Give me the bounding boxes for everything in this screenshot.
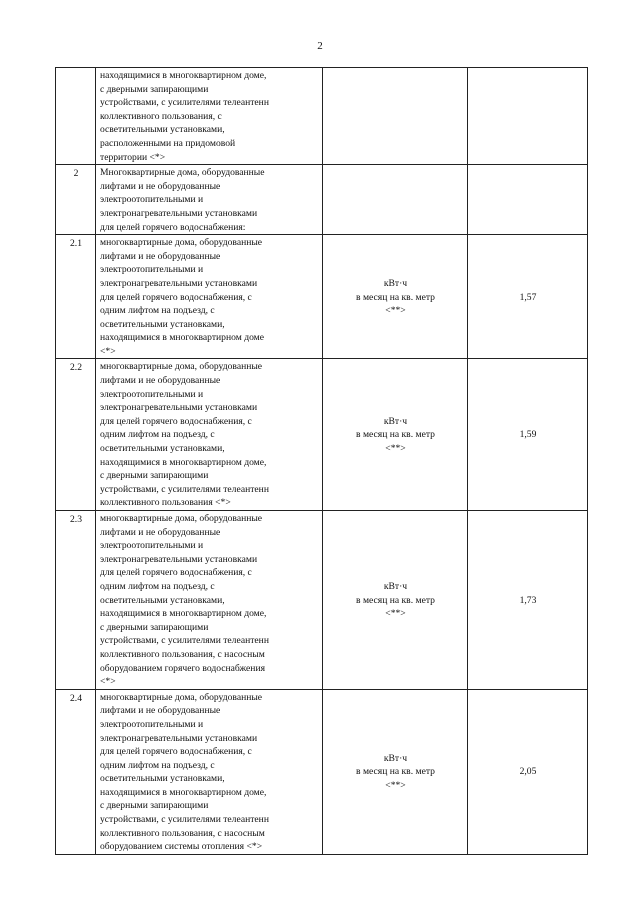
description-line: находящимися в многоквартирном доме, <box>100 456 267 468</box>
description-line: находящимися в многоквартирном доме, <box>100 786 267 798</box>
row-value <box>468 165 588 235</box>
description-line: электроотопительными и <box>100 540 204 552</box>
unit-line: <**> <box>385 608 406 620</box>
row-description <box>96 165 323 235</box>
description-line: для целей горячего водоснабжения, с <box>100 415 252 427</box>
description-line: лифтами и не оборудованные <box>100 705 221 717</box>
tariff-table <box>55 67 588 855</box>
description-line: осветительными установками, <box>100 124 225 136</box>
unit-line: <**> <box>385 305 406 317</box>
description-line: оборудованием горячего водоснабжения <box>100 662 265 674</box>
row-number: 2.3 <box>56 511 96 690</box>
table-row <box>56 68 588 165</box>
description-line: с дверными запирающими <box>100 470 209 482</box>
description-line: <*> <box>100 345 116 357</box>
row-value: 1,59 <box>468 359 588 511</box>
description-line: лифтами и не оборудованные <box>100 375 221 387</box>
description-line: электроотопительными и <box>100 194 204 206</box>
description-line: электроотопительными и <box>100 718 204 730</box>
table-row <box>56 511 588 690</box>
description-line: Многоквартирные дома, оборудованные <box>100 167 265 179</box>
row-unit <box>323 359 468 511</box>
description-line: с дверными запирающими <box>100 800 209 812</box>
table-row <box>56 359 588 511</box>
row-value: 1,57 <box>468 235 588 359</box>
table-row <box>56 689 588 854</box>
description-line: устройствами, с усилителями телеантенн <box>100 483 269 495</box>
description-line: для целей горячего водоснабжения, с <box>100 746 252 758</box>
description-line: для целей горячего водоснабжения, с <box>100 567 252 579</box>
description-line: лифтами и не оборудованные <box>100 526 221 538</box>
row-number: 2.4 <box>56 689 96 854</box>
description-line: одним лифтом на подъезд, с <box>100 759 215 771</box>
row-number <box>56 68 96 165</box>
table-row <box>56 235 588 359</box>
description-line: расположенными на придомовой <box>100 137 236 149</box>
description-line: коллективного пользования, с насосным <box>100 648 265 660</box>
description-line: для целей горячего водоснабжения: <box>100 221 246 233</box>
description-line: с дверными запирающими <box>100 83 209 95</box>
description-line: многоквартирные дома, оборудованные <box>100 691 263 703</box>
description-line: находящимися в многоквартирном доме, <box>100 70 267 81</box>
description-line: электронагревательными установками <box>100 277 258 289</box>
row-unit <box>323 689 468 854</box>
row-description <box>96 511 323 690</box>
description-line: осветительными установками, <box>100 773 225 785</box>
description-line: электроотопительными и <box>100 388 204 400</box>
row-description <box>96 689 323 854</box>
row-number: 2.2 <box>56 359 96 511</box>
description-line: многоквартирные дома, оборудованные <box>100 361 263 373</box>
table-row <box>56 165 588 235</box>
description-line: одним лифтом на подъезд, с <box>100 305 215 317</box>
table-body <box>56 68 588 855</box>
unit-line: кВт·ч <box>383 415 408 427</box>
unit-line: кВт·ч <box>383 580 408 592</box>
row-unit <box>323 165 468 235</box>
row-description <box>96 235 323 359</box>
description-line: осветительными установками, <box>100 318 225 330</box>
row-description <box>96 68 323 165</box>
unit-line: в месяц на кв. метр <box>356 429 435 441</box>
description-line: электронагревательными установками <box>100 207 258 219</box>
row-number: 2.1 <box>56 235 96 359</box>
description-line: лифтами и не оборудованные <box>100 250 221 262</box>
description-line: устройствами, с усилителями телеантенн <box>100 635 269 647</box>
unit-line: в месяц на кв. метр <box>356 594 435 606</box>
description-line: осветительными установками, <box>100 594 225 606</box>
description-line: электронагревательными установками <box>100 732 258 744</box>
description-line: многоквартирные дома, оборудованные <box>100 513 263 524</box>
description-line: территории <*> <box>100 151 166 163</box>
description-line: электронагревательными установками <box>100 553 258 565</box>
description-line: устройствами, с усилителями телеантенн <box>100 97 269 109</box>
description-line: электроотопительными и <box>100 264 204 276</box>
description-line: оборудованием системы отопления <*> <box>100 841 263 853</box>
description-line: находящимися в многоквартирном доме, <box>100 608 267 620</box>
description-line: коллективного пользования, с насосным <box>100 827 265 839</box>
row-number: 2 <box>56 165 96 235</box>
row-value: 2,05 <box>468 689 588 854</box>
description-line: одним лифтом на подъезд, с <box>100 580 215 592</box>
description-line: <*> <box>100 676 116 688</box>
description-line: устройствами, с усилителями телеантенн <box>100 814 269 826</box>
description-line: коллективного пользования <*> <box>100 497 231 509</box>
description-line: одним лифтом на подъезд, с <box>100 429 215 441</box>
unit-line: кВт·ч <box>383 752 408 764</box>
unit-line: <**> <box>385 443 406 455</box>
unit-line: в месяц на кв. метр <box>356 766 435 778</box>
description-line: коллективного пользования, с <box>100 110 222 122</box>
row-unit <box>323 235 468 359</box>
description-line: находящимися в многоквартирном доме <box>100 332 265 344</box>
row-description <box>96 359 323 511</box>
description-line: электронагревательными установками <box>100 402 258 414</box>
row-unit <box>323 68 468 165</box>
unit-line: в месяц на кв. метр <box>356 291 435 303</box>
description-line: лифтами и не оборудованные <box>100 180 221 192</box>
description-line: для целей горячего водоснабжения, с <box>100 291 252 303</box>
unit-line: кВт·ч <box>383 277 408 289</box>
row-value: 1,73 <box>468 511 588 690</box>
description-line: многоквартирные дома, оборудованные <box>100 237 263 249</box>
row-value <box>468 68 588 165</box>
page-number: 2 <box>317 40 323 52</box>
description-line: осветительными установками, <box>100 443 225 455</box>
row-unit <box>323 511 468 690</box>
unit-line: <**> <box>385 780 406 792</box>
description-line: с дверными запирающими <box>100 621 209 633</box>
